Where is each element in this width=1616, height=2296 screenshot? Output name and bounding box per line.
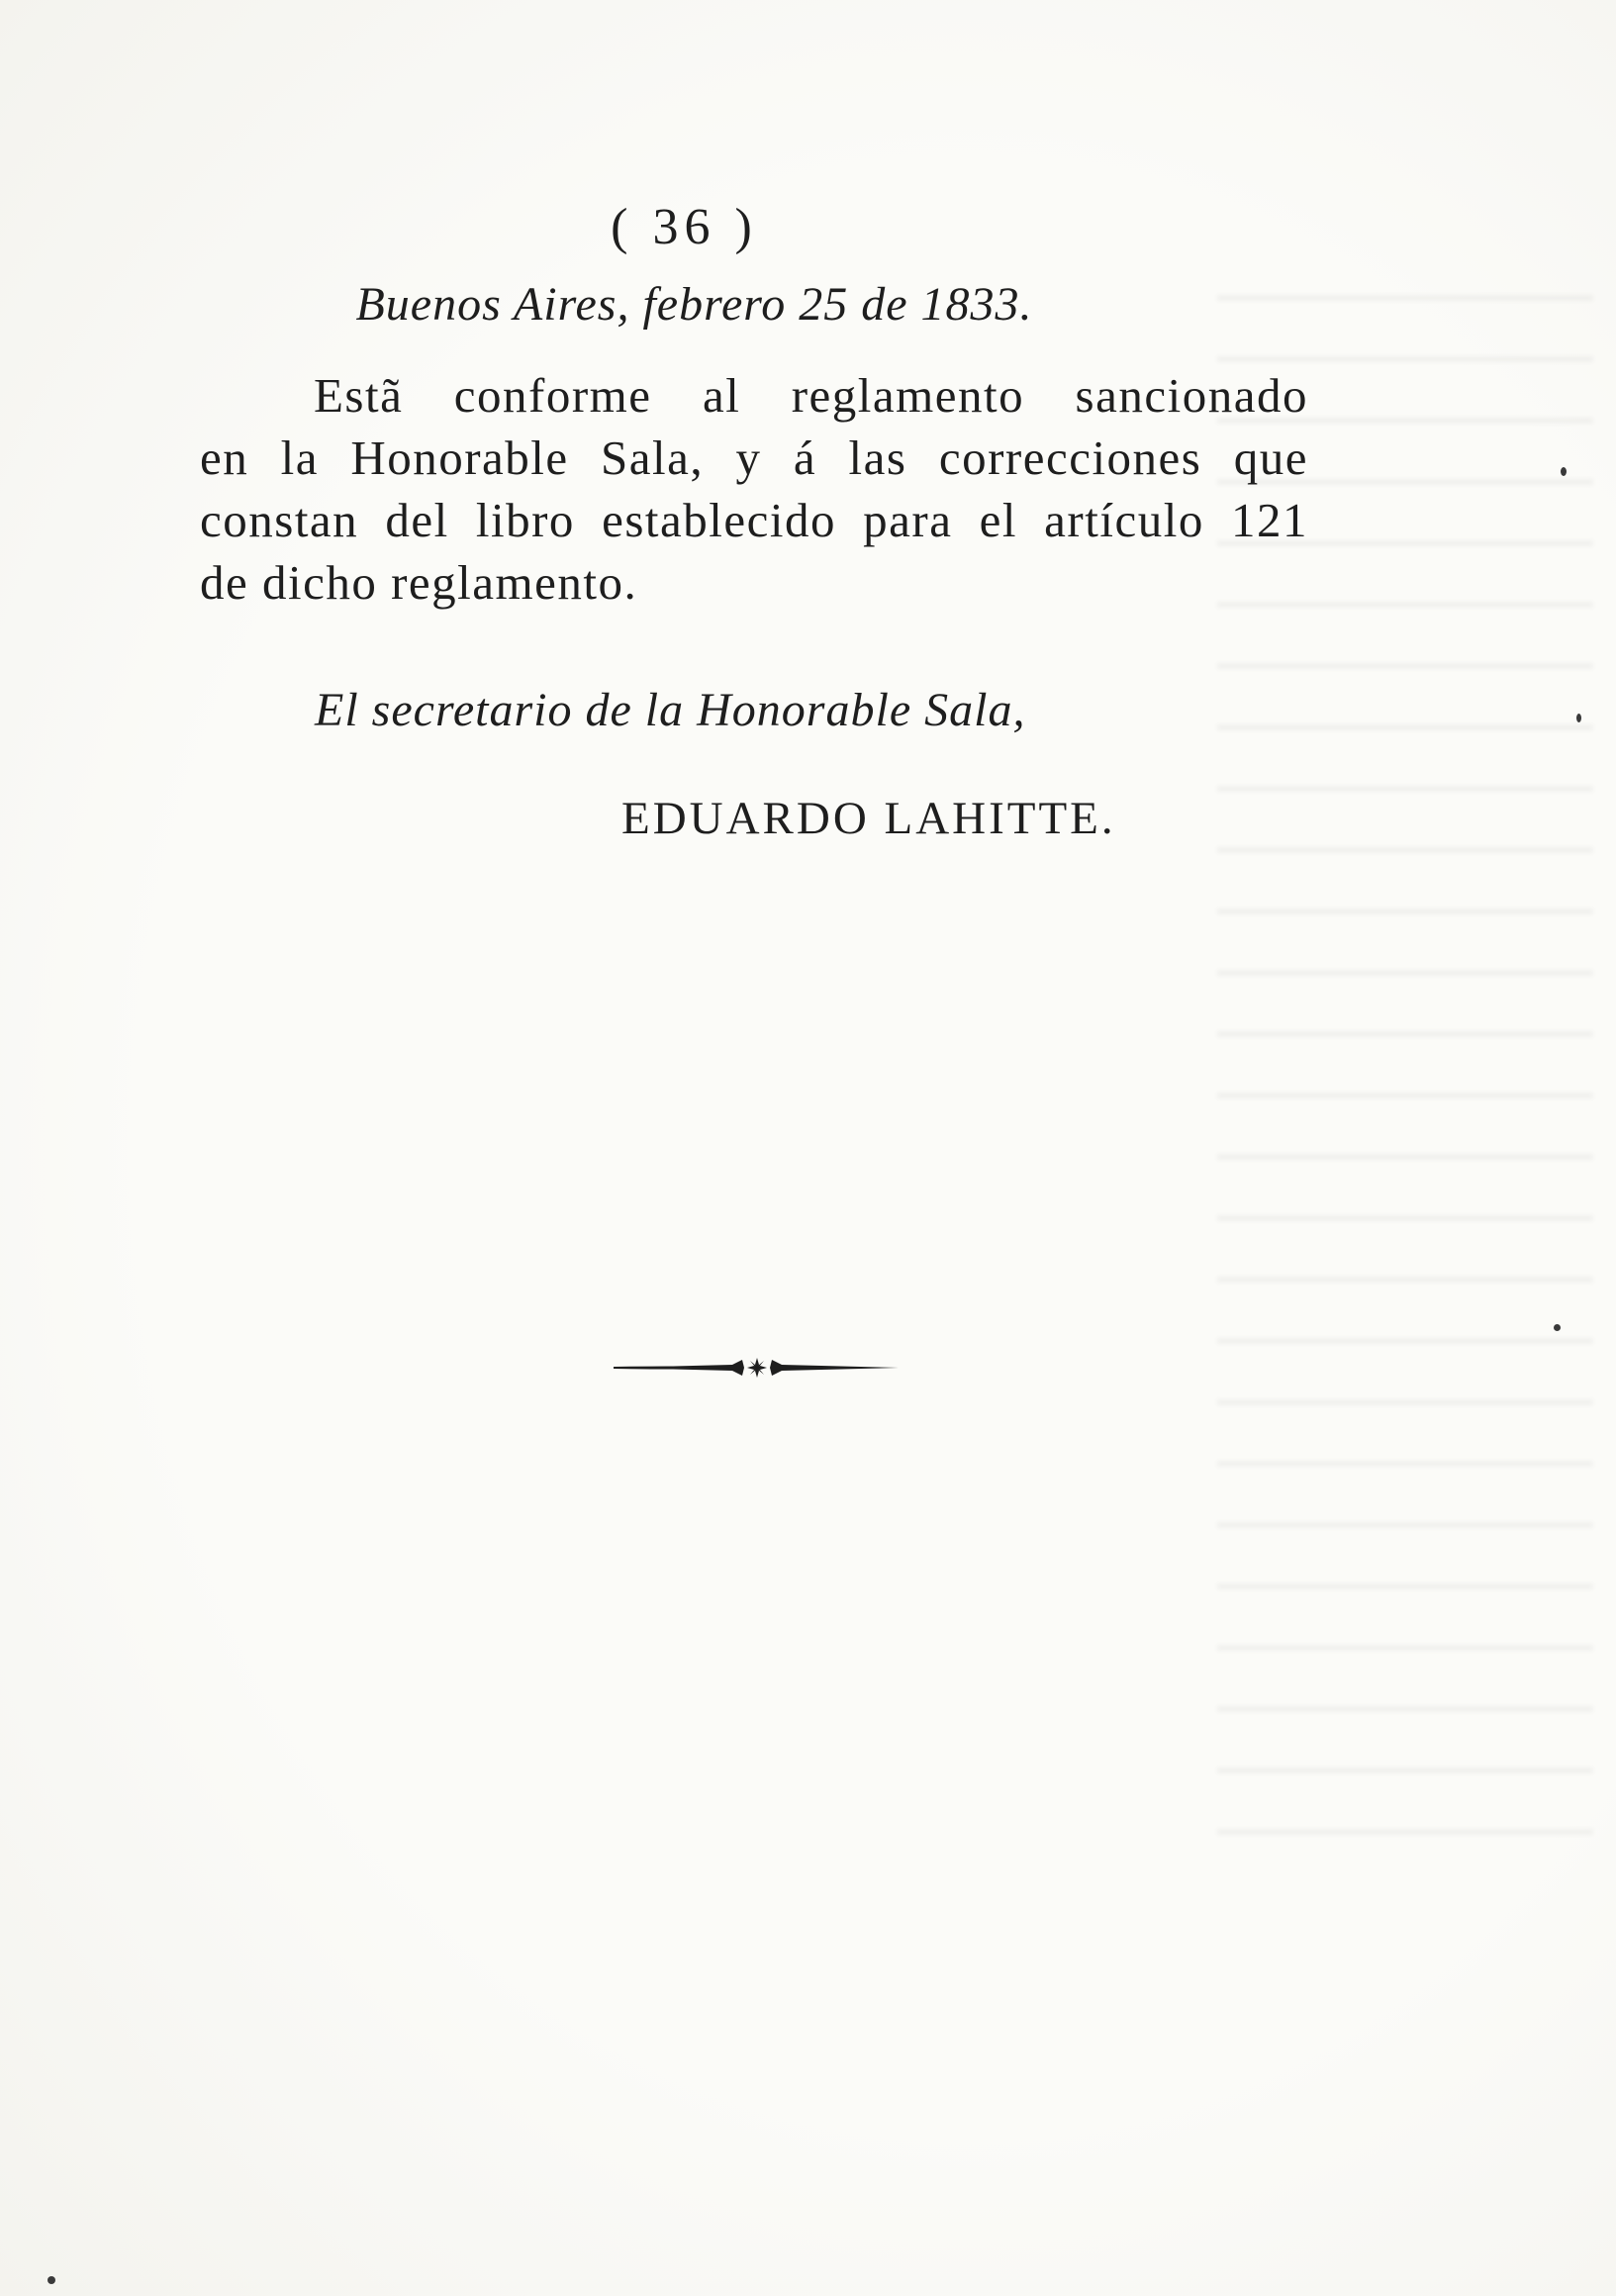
paper-speck	[1554, 1324, 1561, 1331]
page-number: ( 36 )	[611, 199, 758, 255]
dateline: Buenos Aires, febrero 25 de 1833.	[355, 278, 1033, 331]
fleuron-ornament-icon	[614, 1354, 901, 1382]
paper-speck	[1576, 714, 1581, 722]
signature-name: EDUARDO LAHITTE.	[621, 793, 1116, 844]
signature-title: El secretario de la Honorable Sala,	[315, 684, 1026, 736]
body-line: Estã conforme al reglamento sancionado	[314, 368, 1308, 423]
body-line: constan del libro establecido para el artículo 121	[200, 493, 1308, 547]
paper-speck	[1561, 467, 1567, 476]
paper-speck	[48, 2276, 55, 2284]
body-paragraph	[200, 364, 1308, 614]
body-line: de dicho reglamento.	[200, 555, 638, 610]
body-line: en la Honorable Sala, y á las correcciones que	[200, 430, 1308, 485]
